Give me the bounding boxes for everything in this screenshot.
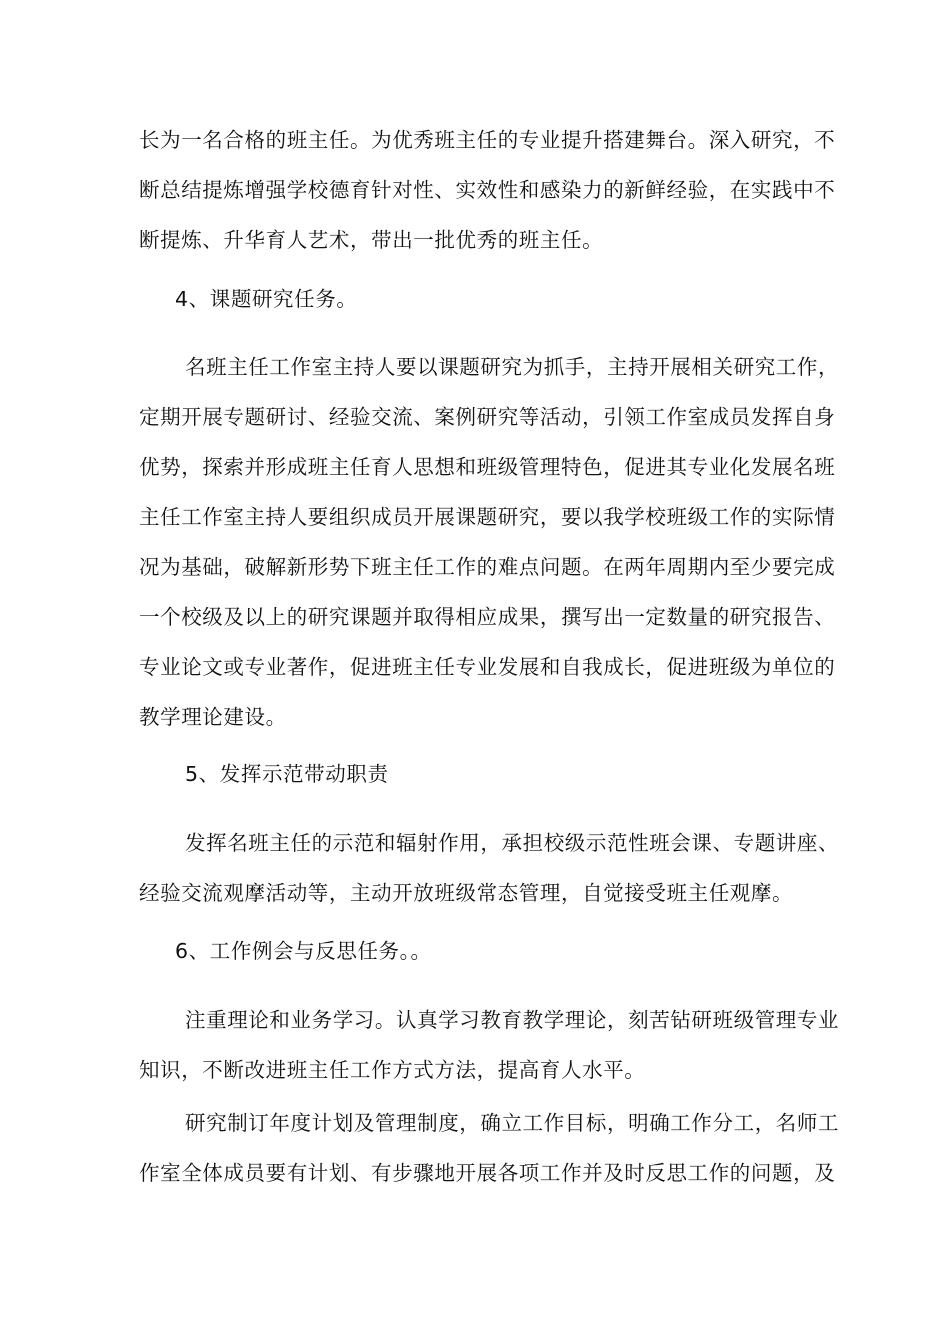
paragraph-line: 况为基础，破解新形势下班主任工作的难点问题。在两年周期内至少要完成 [139, 555, 836, 579]
paragraph-line: 长为一名合格的班主任。为优秀班主任的专业提升搭建舞台。深入研究，不 [139, 128, 836, 152]
paragraph-line: 作室全体成员要有计划、有步骤地开展各项工作并及时反思工作的问题，及 [139, 1161, 836, 1185]
paragraph-line: 发挥名班主任的示范和辐射作用，承担校级示范性班会课、专题讲座、 [185, 831, 840, 855]
section-heading: 5、发挥示范带动职责 [185, 762, 389, 786]
paragraph-line: 专业论文或专业著作，促进班主任专业发展和自我成长，促进班级为单位的 [139, 655, 836, 679]
paragraph-line: 优势，探索并形成班主任育人思想和班级管理特色，促进其专业化发展名班 [139, 455, 836, 479]
paragraph-line: 注重理论和业务学习。认真学习教育教学理论，刻苦钻研班级管理专业 [185, 1008, 840, 1032]
paragraph-line: 知识，不断改进班主任工作方式方法，提高育人水平。 [139, 1058, 646, 1082]
paragraph-line: 定期开展专题研讨、经验交流、案例研究等活动，引领工作室成员发挥自身 [139, 405, 836, 429]
paragraph-line: 主任工作室主持人要组织成员开展课题研究，要以我学校班级工作的实际情 [139, 505, 836, 529]
paragraph-line: 断总结提炼增强学校德育针对性、实效性和感染力的新鲜经验，在实践中不 [139, 178, 836, 202]
section-heading: 4、课题研究任务。 [175, 287, 358, 311]
paragraph-line: 教学理论建设。 [139, 705, 287, 729]
paragraph-line: 经验交流观摩活动等，主动开放班级常态管理，自觉接受班主任观摩。 [139, 881, 794, 905]
paragraph-line: 一个校级及以上的研究课题并取得相应成果，撰写出一定数量的研究报告、 [139, 605, 836, 629]
paragraph-line: 名班主任工作室主持人要以课题研究为抓手，主持开展相关研究工作， [185, 355, 840, 379]
section-heading: 6、工作例会与反思任务。。 [175, 939, 432, 963]
paragraph-line: 断提炼、升华育人艺术，带出一批优秀的班主任。 [139, 228, 604, 252]
paragraph-line: 研究制订年度计划及管理制度，确立工作目标，明确工作分工，名师工 [185, 1111, 840, 1135]
